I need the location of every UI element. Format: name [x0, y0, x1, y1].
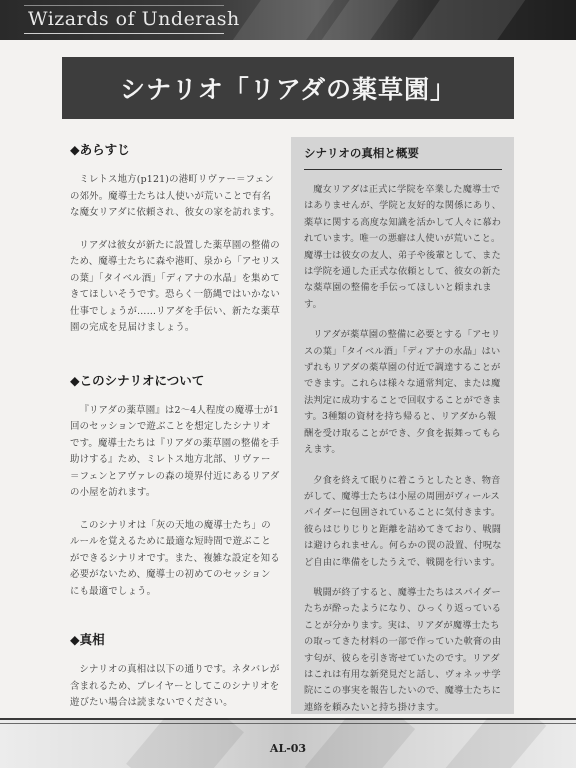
- paragraph: 魔女リアダは正式に学院を卒業した魔導士ではありませんが、学院と友好的な関係にあり、薬草に関する高度な知識を活かして人々に慕われています。唯一の悪癖は人使いが荒いこと。魔導士は彼女の友人、弟子や後輩として、または学院を通した正式な依頼として、彼女の新たな薬草園の整備を手伝ってほしいと頼まれます。: [304, 184, 502, 310]
- section-heading: ◆このシナリオについて: [70, 372, 205, 388]
- paragraph: リアダは彼女が新たに設置した薬草園の整備のため、魔導士たちに森や港町、泉から「アセリスの葉」「タイベル酒」「ディアナの水晶」を集めてきてほしいそうです。恐らく一筋縄ではいかない仕事でしょうが……リアダを手伝い、新たな薬草園の完成を見届けましょう。: [70, 239, 280, 333]
- scenario-title-bar: [62, 57, 514, 119]
- brand-rule-top: [24, 5, 224, 6]
- banner-shard: [224, 0, 336, 40]
- paragraph: リアダが薬草園の整備に必要とする「アセリスの葉」「タイベル酒」「ディアナの水晶」はいずれもリアダの薬草園の付近で調達することができます。これらは様々な通常判定、または魔法判定に成功することで回収することができます。3種類の資材を持ち帰ると、リアダから報酬を受け取ることができ、夕食を振舞ってもらえます。: [304, 329, 502, 456]
- paragraph: 戦闘が終了すると、魔導士たちはスパイダーたちが酔ったようになり、ひっくり返っていることが分かります。実は、リアダが魔導士たちの取ってきた材料の一部で作っていた軟膏の由す匂が、彼らを引き寄せていたのです。リアダはこれは有用な新発見だと話し、ヴォネッサ学院にこの事実を報告したいので、魔導士たちに連絡を頼みたいと持ち掛けます。: [304, 586, 502, 713]
- section-truth: [70, 630, 280, 712]
- scenario-title: シナリオ「リアダの薬草園」: [119, 75, 456, 104]
- paragraph: このシナリオは「灰の天地の魔導士たち」のルールを覚えるために最適な短時間で遊ぶことができるシナリオです。また、複雑な設定を知る必要がないため、魔導士の初めてのセッションにも最適でしょう。: [70, 519, 280, 597]
- section-heading: ◆あらすじ: [70, 142, 130, 157]
- truth-summary-box: [291, 137, 514, 714]
- banner-shard: [405, 0, 525, 40]
- box-body: [291, 170, 514, 716]
- section-synopsis: [70, 140, 280, 337]
- left-column: [70, 140, 280, 728]
- brand-rule: [24, 33, 224, 34]
- paragraph: シナリオの真相は以下の通りです。ネタバレが含まれるため、プレイヤーとしてこのシナリオを遊びたい場合は読まないでください。: [70, 664, 280, 708]
- paragraph: ミレトス地方(p121)の港町リヴァー＝フェンの郊外。魔導士たちは人使いが荒いことで有名な魔女リアダに依頼され、彼女の家を訪れます。: [70, 174, 280, 218]
- brand-title: Wizards of Underash: [28, 8, 240, 30]
- section-about: [70, 371, 280, 601]
- section-heading: ◆真相: [70, 632, 105, 647]
- page-number: AL-03: [269, 742, 307, 755]
- paragraph: 『リアダの薬草園』は2～4人程度の魔導士が1回のセッションで遊ぶことを想定したシナリオです。魔導士たちは『リアダの薬草園の整備を手助けする』ため、ミレトス地方北部、リヴァー＝フェンとアヴァレの森の境界付近にあるリアダの小屋を訪れます。: [70, 404, 280, 498]
- box-heading: シナリオの真相と概要: [304, 145, 502, 170]
- paragraph: 夕食を終えて眠りに着こうとしたとき、物音がして、魔導士たちは小屋の周囲がヴィールスパイダーに包囲されていることに気付きます。彼らはじりじりと距離を詰めてきており、戦闘は避けられません。何らかの罠の設置、付呪など自由に準備をしたうえで、戦闘を行います。: [304, 474, 502, 568]
- top-banner: [0, 0, 576, 40]
